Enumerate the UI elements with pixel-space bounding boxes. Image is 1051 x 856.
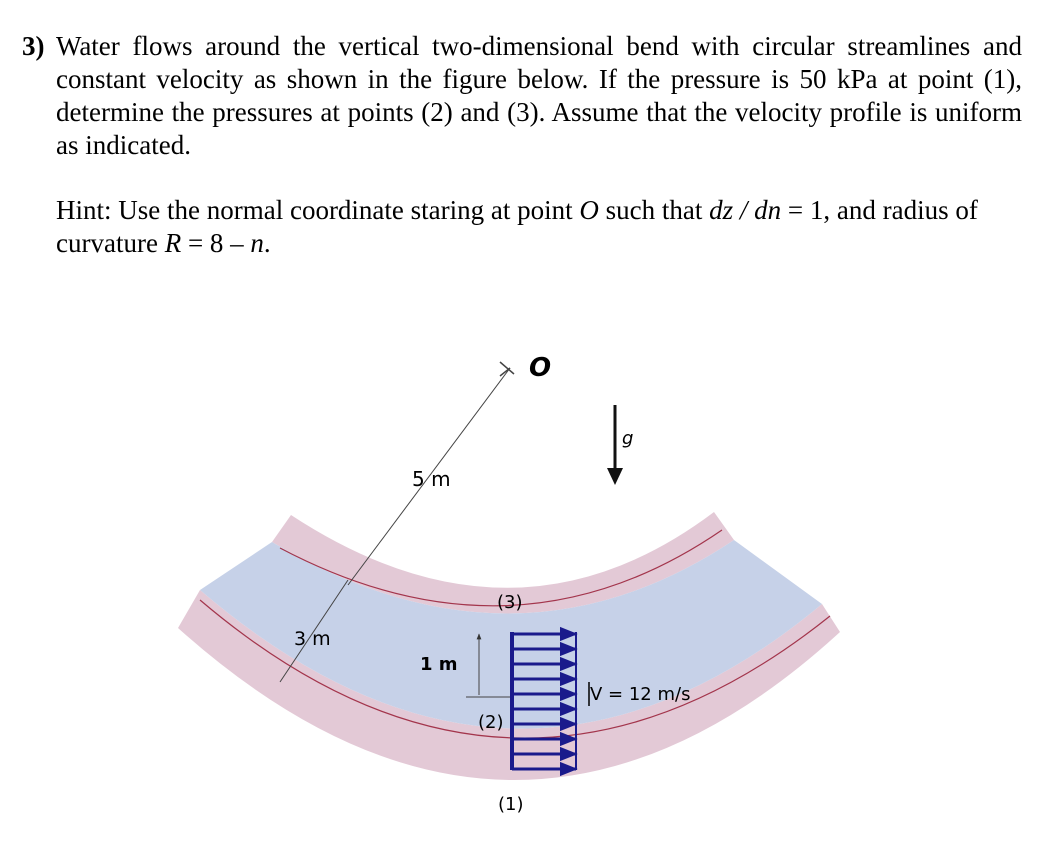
point-1-label: (1) xyxy=(498,794,524,815)
gravity-label: g xyxy=(622,428,634,449)
hint-equals: = 1, and radius of curvature xyxy=(56,195,978,258)
hint-point: O xyxy=(579,195,599,225)
hint-derivative: dz / dn xyxy=(709,195,782,225)
problem-number: 3) xyxy=(22,31,45,61)
height-label: 1 m xyxy=(420,654,458,675)
hint-prefix: Hint: Use the normal coordinate staring at point xyxy=(56,195,580,225)
hint-n-var: n xyxy=(250,228,264,258)
origin-label: O xyxy=(529,353,552,383)
radius-label: 5 m xyxy=(412,467,451,491)
hint-mid: such that xyxy=(598,195,710,225)
hint-end: . xyxy=(263,228,271,258)
velocity-label: V = 12 m/s xyxy=(590,684,691,705)
problem-text: Water flows around the vertical two-dimensional bend with circular streamlines and constant velocity as shown in the figure below. If the pressure is 50 kPa at point (1), determine the pressures at points (2) and (3). Assume that the velocity profile is uniform as indicated. xyxy=(56,31,1022,160)
point-2-label: (2) xyxy=(478,712,504,733)
hint-radius-var: R xyxy=(164,228,182,258)
hint-radius-expr: = 8 – xyxy=(181,228,251,258)
width-label: 3 m xyxy=(294,628,331,650)
point-3-label: (3) xyxy=(497,592,523,613)
